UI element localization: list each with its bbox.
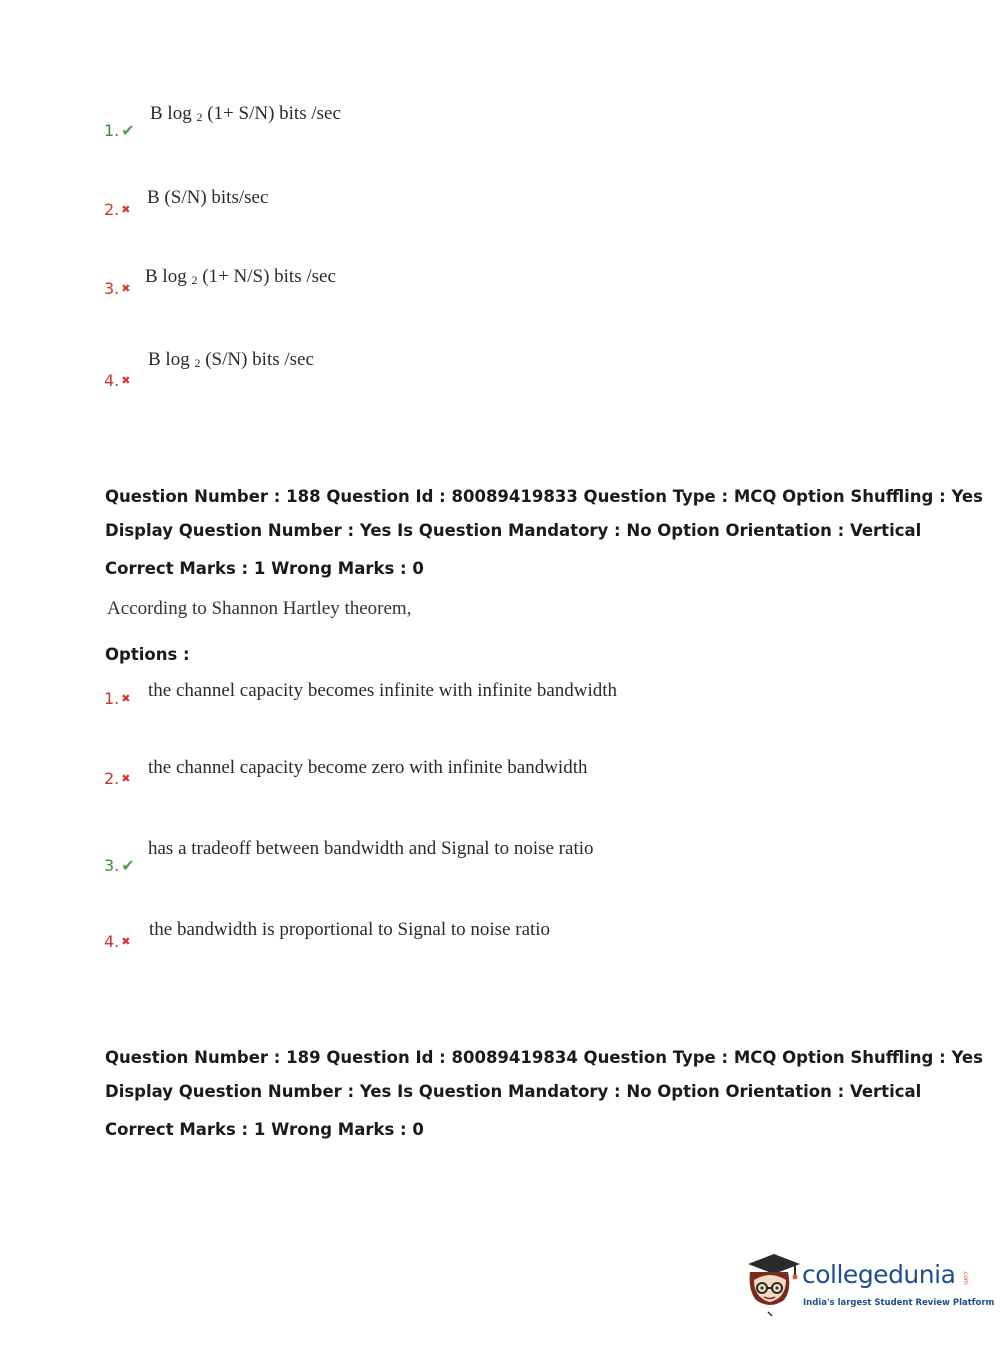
question-meta: Display Question Number : Yes Is Question Mandatory : No Option Orientation : Vertical <box>105 1082 922 1101</box>
option-text: B log $_2$ (S/N) bits /sec <box>148 349 314 370</box>
collegedunia-logo <box>740 1250 995 1320</box>
cross-icon: ✖ <box>121 935 131 948</box>
option-text: B log $_2$ (1+ N/S) bits /sec <box>145 266 336 287</box>
option-number: 1. ✔ <box>104 121 135 140</box>
cross-icon: ✖ <box>121 203 131 216</box>
cross-icon: ✖ <box>121 282 131 295</box>
option-number: 4. ✖ <box>104 932 131 951</box>
option-text: the channel capacity becomes infinite with infinite bandwidth <box>148 680 618 701</box>
question-text: According to Shannon Hartley theorem, <box>107 598 412 619</box>
question-meta: Question Number : 188 Question Id : 80089419833 Question Type : MCQ Option Shuffling : Yes <box>105 487 983 506</box>
question-marks: Correct Marks : 1 Wrong Marks : 0 <box>105 559 424 578</box>
option-number: 1. ✖ <box>104 689 131 708</box>
logo-tagline: India's largest Student Review Platform <box>803 1298 995 1308</box>
option-text: the channel capacity become zero with infinite bandwidth <box>148 757 588 778</box>
option-number: 3. ✖ <box>104 279 131 298</box>
check-icon: ✔ <box>121 856 135 875</box>
mascot-icon <box>740 1250 802 1320</box>
option-number: 2. ✖ <box>104 769 131 788</box>
logo-wordmark: collegedunia <box>802 1260 956 1289</box>
cross-icon: ✖ <box>121 692 131 705</box>
options-label: Options : <box>105 645 190 664</box>
option-text: B log $_2$ (1+ S/N) bits /sec <box>150 103 341 124</box>
cross-icon: ✖ <box>121 772 131 785</box>
option-text: B (S/N) bits/sec <box>147 187 269 208</box>
logo-suffix: .com <box>962 1270 969 1285</box>
option-number: 2. ✖ <box>104 200 131 219</box>
question-marks: Correct Marks : 1 Wrong Marks : 0 <box>105 1120 424 1139</box>
option-number: 4. ✖ <box>104 371 131 390</box>
cross-icon: ✖ <box>121 374 131 387</box>
question-meta: Display Question Number : Yes Is Question Mandatory : No Option Orientation : Vertical <box>105 521 922 540</box>
option-number: 3. ✔ <box>104 856 135 875</box>
option-text: has a tradeoff between bandwidth and Signal to noise ratio <box>148 838 594 859</box>
check-icon: ✔ <box>121 121 135 140</box>
question-meta: Question Number : 189 Question Id : 80089419834 Question Type : MCQ Option Shuffling : Yes <box>105 1048 983 1067</box>
option-text: the bandwidth is proportional to Signal to noise ratio <box>149 919 551 940</box>
